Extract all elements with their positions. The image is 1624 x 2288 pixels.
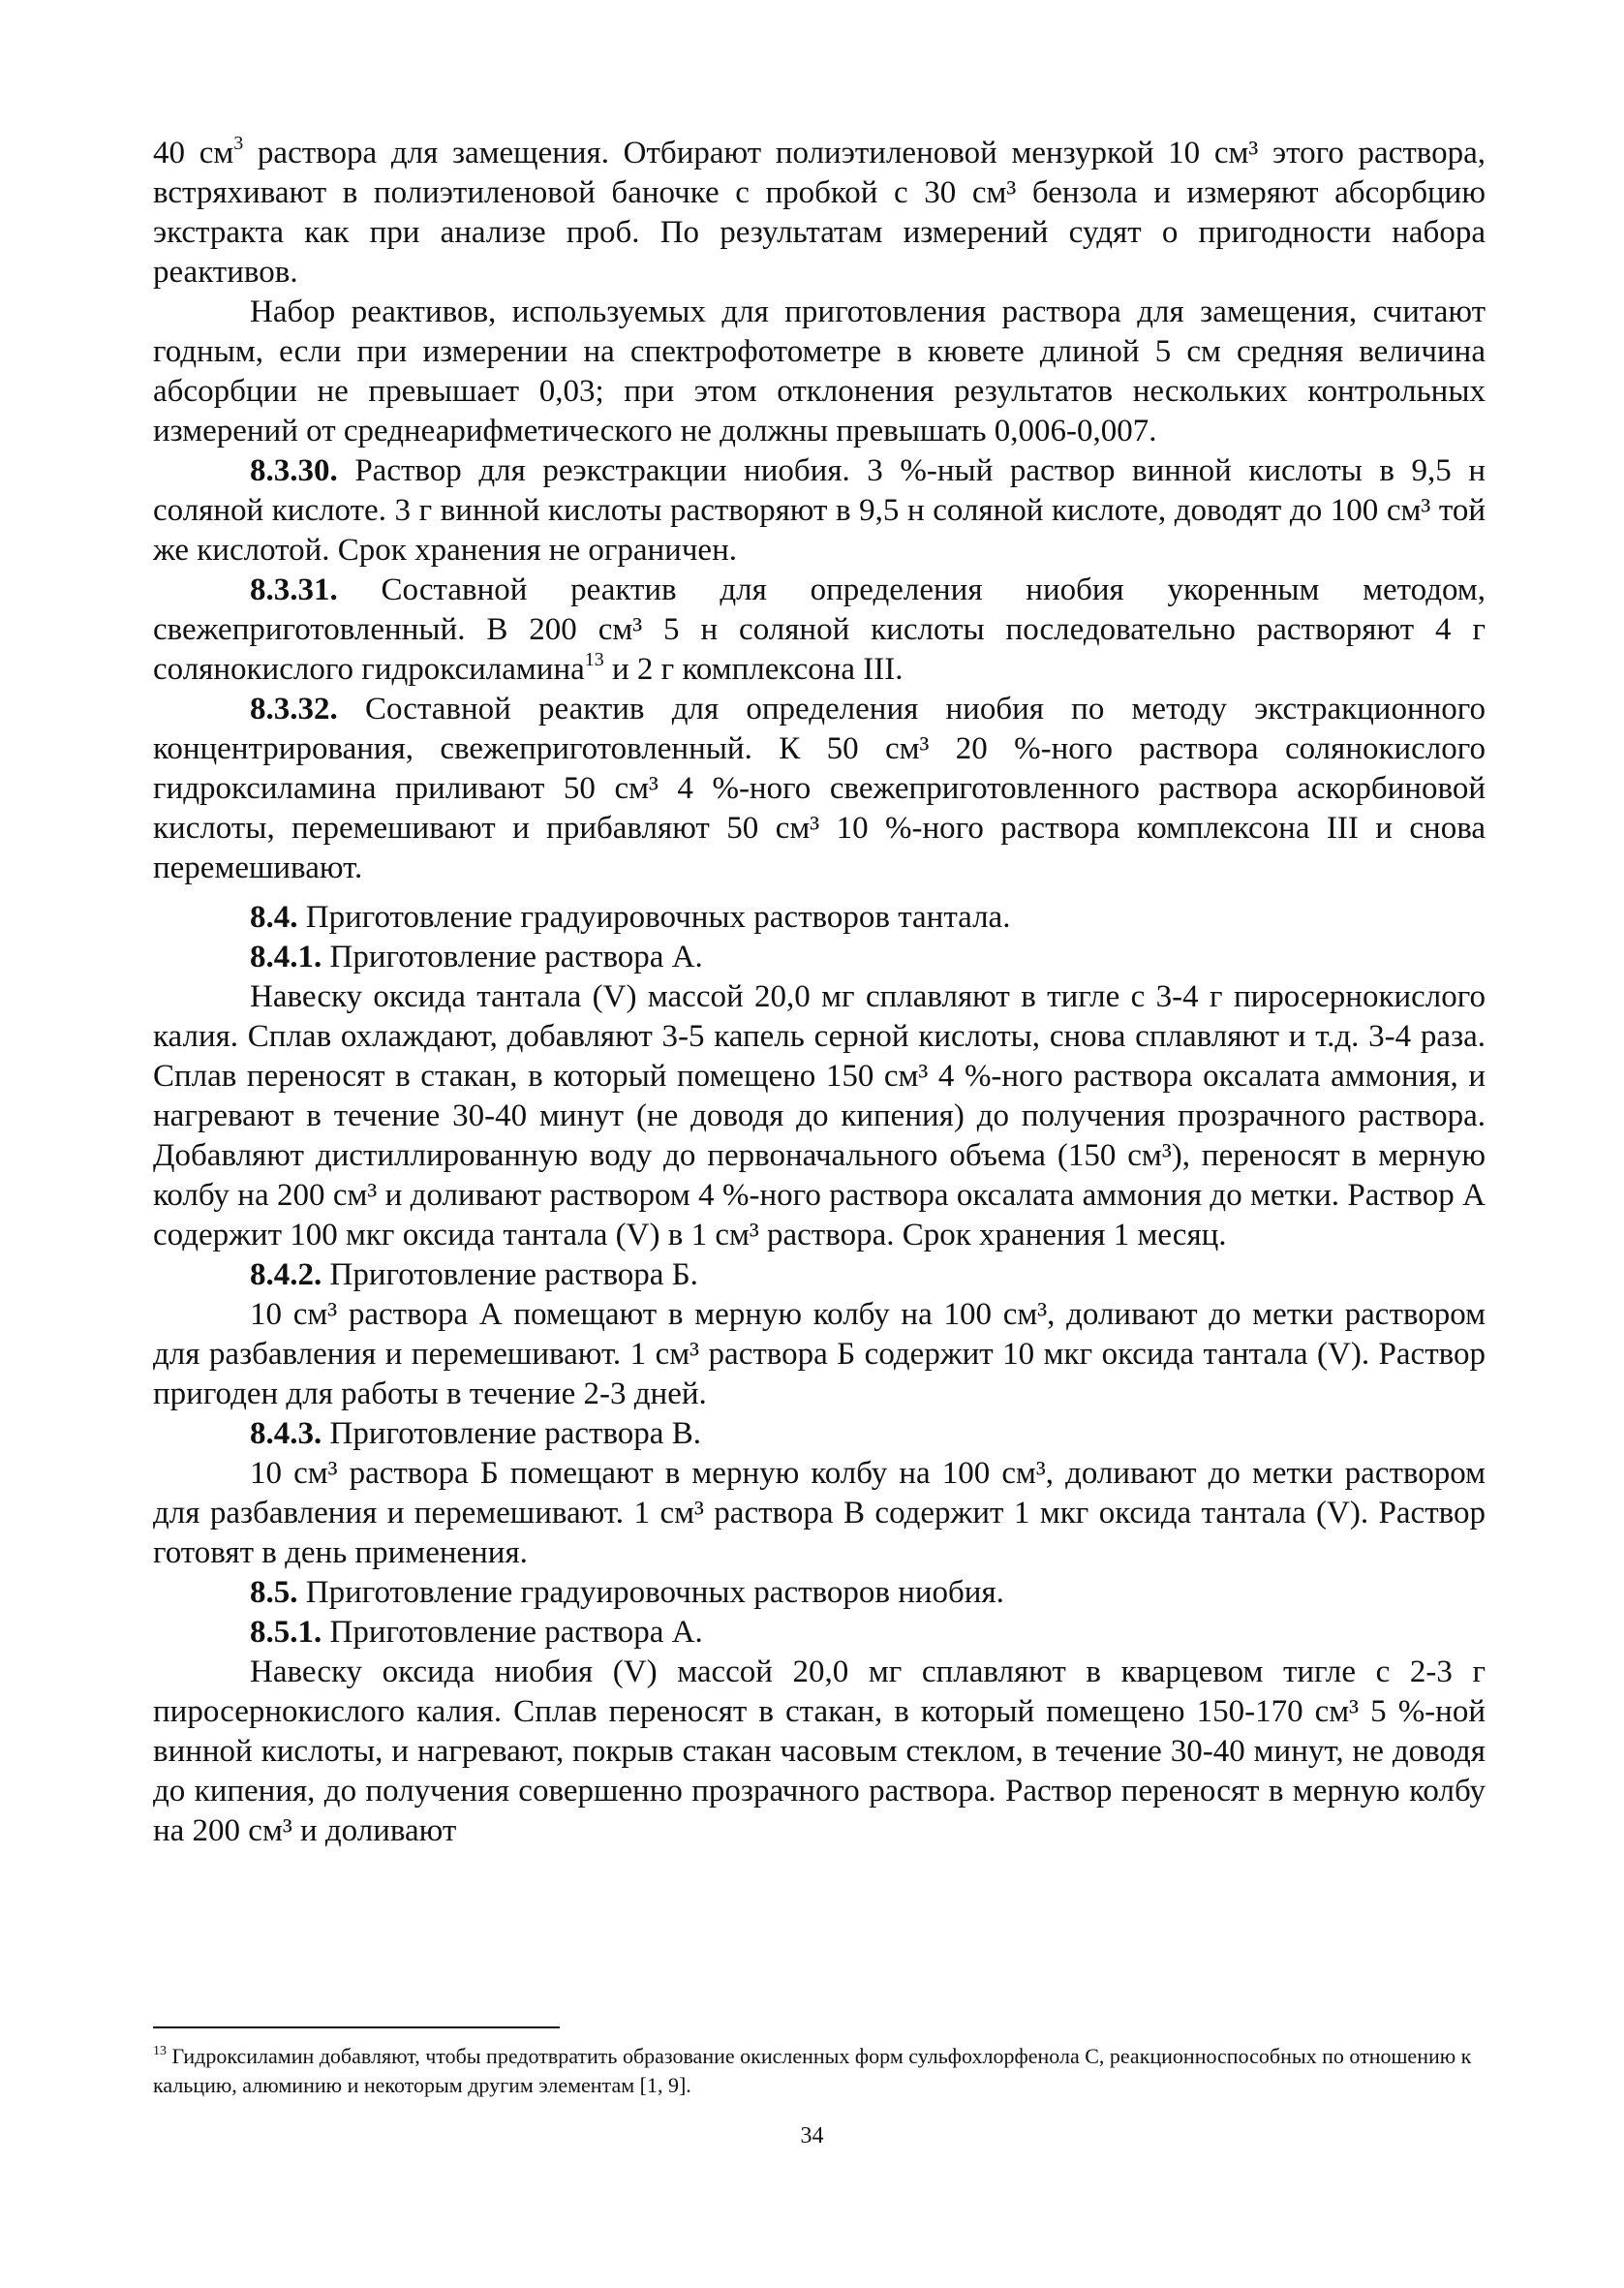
section-number: 8.4. bbox=[250, 900, 298, 935]
paragraph-reagent-set: Набор реактивов, используемых для приготовления раствора для замещения, считают годным, если при измерении на спектрофотометре в кювете длиной 5 см средняя величина абсорбции не превышает 0,03; при этом отклонения результатов нескольких контрольных измерений от среднеарифметического не должны превышать 0,006-0,007. bbox=[153, 294, 1486, 448]
page-number: 34 bbox=[800, 2123, 824, 2149]
paragraph-tantalum-solution-b: 10 см³ раствора А помещают в мерную колбу на 100 см³, доливают до метки раствором для разбавления и перемешивают. 1 см³ раствора Б содержит 10 мкг оксида тантала (V). Раствор пригоден для работы в течение 2-3 дней. bbox=[153, 1297, 1486, 1411]
footnote bbox=[153, 2042, 1486, 2100]
section-8-4-2-heading: 8.4.2. Приготовление раствора Б. bbox=[250, 1257, 698, 1292]
footnote-reference: 13 bbox=[584, 649, 604, 670]
section-number: 8.4.3. bbox=[250, 1416, 322, 1451]
section-number: 8.3.31. bbox=[250, 572, 338, 607]
section-number: 8.5.1. bbox=[250, 1615, 322, 1650]
section-8-4-1-heading: 8.4.1. Приготовление раствора А. bbox=[250, 940, 703, 974]
section-8-3-30: 8.3.30. Раствор для реэкстракции ниобия. 3 %-ный раствор винной кислоты в 9,5 н соляной кислоте. 3 г винной кислоты растворяют в 9,5 н соляной кислоте, доводят до 100 см³ той же кислотой. Срок хранения не ограничен. bbox=[153, 453, 1486, 568]
body-text bbox=[153, 134, 1486, 1851]
section-8-5-1-heading: 8.5.1. Приготовление раствора А. bbox=[250, 1615, 703, 1650]
section-number: 8.4.1. bbox=[250, 940, 322, 974]
footnote-mark: 13 bbox=[153, 2043, 167, 2058]
section-8-5-heading: 8.5. Приготовление градуировочных растворов ниобия. bbox=[250, 1575, 1004, 1610]
section-number: 8.3.30. bbox=[250, 453, 338, 488]
section-8-4-3-heading: 8.4.3. Приготовление раствора В. bbox=[250, 1416, 701, 1451]
footnote-text: Гидроксиламин добавляют, чтобы предотвратить образование окисленных форм сульфохлорфенола С, реакционноспособных по отношению к кальцию, алюминию и некоторым другим элементам [1, 9]. bbox=[153, 2044, 1472, 2097]
paragraph-tantalum-solution-v: 10 см³ раствора Б помещают в мерную колбу на 100 см³, доливают до метки раствором для разбавления и перемешивают. 1 см³ раствора В содержит 1 мкг оксида тантала (V). Раствор готовят в день применения. bbox=[153, 1456, 1486, 1570]
section-number: 8.5. bbox=[250, 1575, 298, 1610]
section-8-4-heading: 8.4. Приготовление градуировочных растворов тантала. bbox=[250, 900, 1011, 935]
section-8-3-32: 8.3.32. Составной реактив для определения ниобия по методу экстракционного концентрирования, свежеприготовленный. К 50 см³ 20 %-ного раствора солянокислого гидроксиламина приливают 50 см³ 4 %-ного свежеприготовленного раствора аскорбиновой кислоты, перемешивают и прибавляют 50 см³ 10 %-ного раствора комплексона III и снова перемешивают. bbox=[153, 692, 1486, 885]
paragraph-niobium-solution-a: Навеску оксида ниобия (V) массой 20,0 мг сплавляют в кварцевом тигле с 2-3 г пиросернокислого калия. Сплав переносят в стакан, в который помещено 150-170 см³ 5 %-ной винной кислоты, и нагревают, покрыв стакан часовым стеклом, в течение 30-40 минут, не доводя до кипения, до получения совершенно прозрачного раствора. Раствор переносят в мерную колбу на 200 см³ и доливают bbox=[153, 1654, 1486, 1848]
section-number: 8.3.32. bbox=[250, 692, 338, 727]
section-number: 8.4.2. bbox=[250, 1257, 322, 1292]
paragraph-continuation: 40 $см^3$ раствора для замещения. Отбирают полиэтиленовой мензуркой 10 см³ этого раствора, встряхивают в полиэтиленовой баночке с пробкой с 30 см³ бензола и измеряют абсорбцию экстракта как при анализе проб. По результатам измерений судят о пригодности набора реактивов. bbox=[153, 133, 1486, 290]
footnote-divider bbox=[153, 2026, 560, 2028]
section-8-3-31: 8.3.31. Составной реактив для определения ниобия укоренным методом, свежеприготовленный. В 200 см³ 5 н соляной кислоты последовательно растворяют 4 г солянокислого гидроксиламина$^{13}$ и 2 г комплексона III. bbox=[153, 572, 1486, 687]
paragraph-tantalum-solution-a: Навеску оксида тантала (V) массой 20,0 мг сплавляют в тигле с 3-4 г пиросернокислого калия. Сплав охлаждают, добавляют 3-5 капель серной кислоты, снова сплавляют и т.д. 3-4 раза. Сплав переносят в стакан, в который помещено 150 см³ 4 %-ного раствора оксалата аммония, и нагревают в течение 30-40 минут (не доводя до кипения) до получения прозрачного раствора. Добавляют дистиллированную воду до первоначального объема (150 см³), переносят в мерную колбу на 200 см³ и доливают раствором 4 %-ного раствора оксалата аммония до метки. Раствор А содержит 100 мкг оксида тантала (V) в 1 см³ раствора. Срок хранения 1 месяц. bbox=[153, 979, 1486, 1252]
